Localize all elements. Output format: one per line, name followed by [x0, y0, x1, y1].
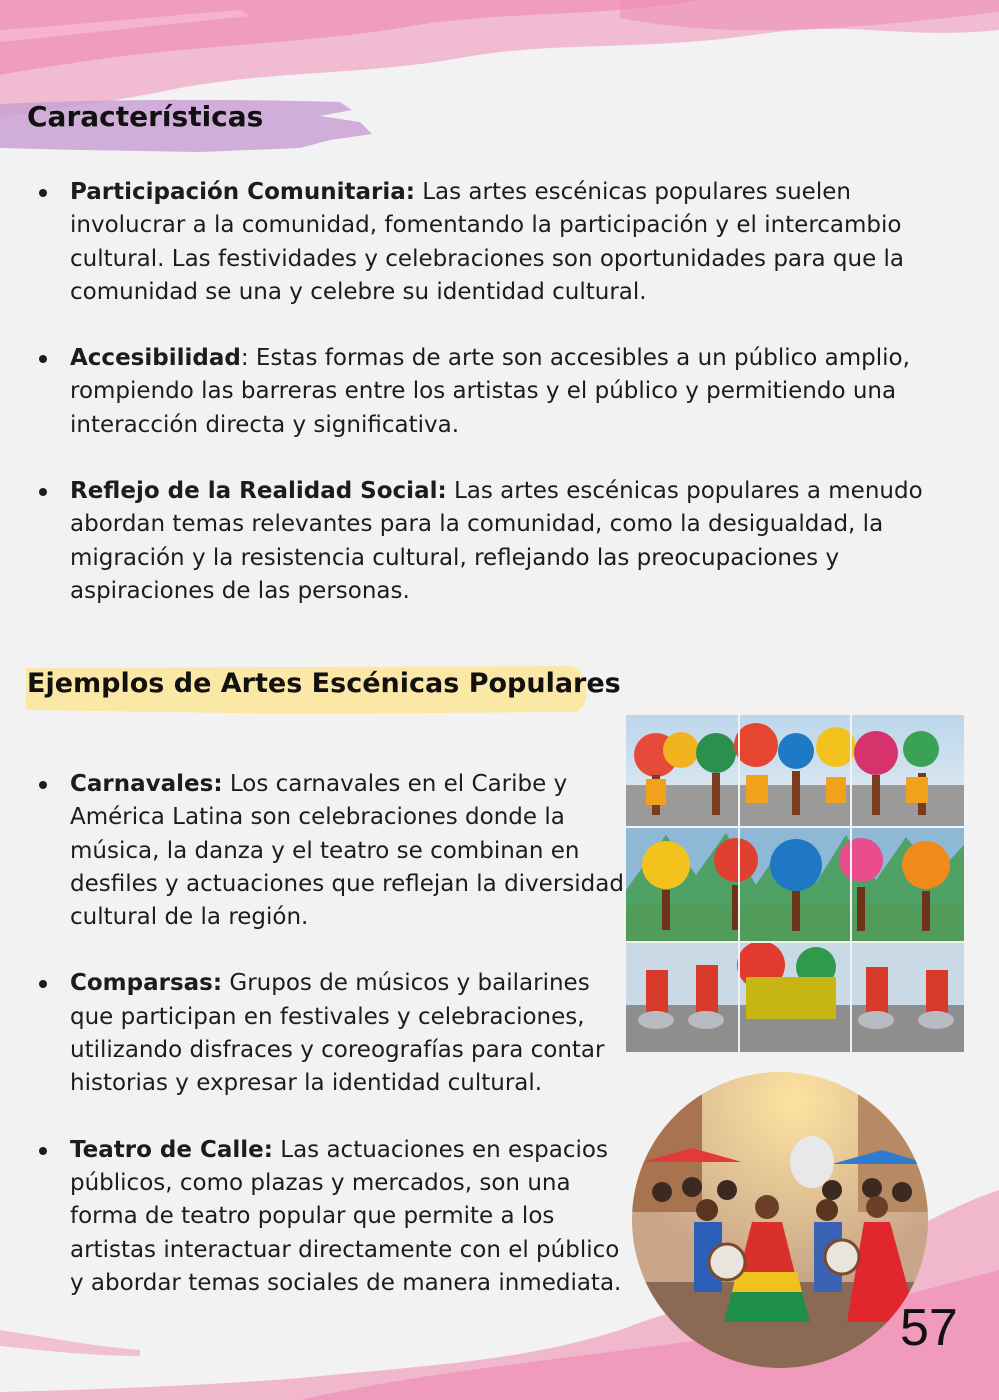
- ejemplos-title: Ejemplos de Artes Escénicas Populares: [27, 668, 621, 699]
- ejemplos-heading-block: [0, 662, 621, 718]
- item-term: Carnavales:: [70, 771, 223, 797]
- list-item-reflejo: [28, 475, 928, 608]
- page-number: 57: [900, 1299, 958, 1357]
- list-item-carnavales: [28, 768, 624, 934]
- item-term: Reflejo de la Realidad Social:: [70, 478, 447, 505]
- item-text: Los carnavales en el Caribe y América Latina son celebraciones donde la música, la danza y el teatro se combinan en desfiles y actuaciones que reflejan la diversidad cultural de la región.: [70, 771, 624, 931]
- caracteristicas-heading-block: [0, 96, 380, 160]
- ejemplos-list: [28, 768, 624, 1300]
- carnival-photo-collage: [626, 715, 964, 1052]
- list-item-participacion: [28, 176, 928, 309]
- list-item-accesibilidad: [28, 342, 928, 442]
- item-text: : Estas formas de arte son accesibles a un público amplio, rompiendo las barreras entre los artistas y el público y permitiendo una interacción directa y significativa.: [70, 345, 910, 438]
- street-festival-photo: [632, 1072, 928, 1368]
- collage-row-bottom: [626, 941, 964, 1052]
- item-text: Las actuaciones en espacios públicos, como plazas y mercados, son una forma de teatro popular que permite a los artistas interactuar directamente con el público y abordar temas sociales de manera inmediata.: [70, 1136, 622, 1296]
- item-term: Teatro de Calle:: [70, 1136, 273, 1163]
- item-text: Grupos de músicos y bailarines que participan en festivales y celebraciones, utilizando disfraces y coreografías para contar historias y expresar la identidad cultural.: [70, 970, 605, 1097]
- item-term: Participación Comunitaria:: [70, 179, 415, 205]
- collage-row-top: [626, 715, 964, 827]
- collage-row-middle: [626, 827, 964, 942]
- item-text: Las artes escénicas populares a menudo abordan temas relevantes para la comunidad, como la desigualdad, la migración y la resistencia cultural, reflejando las preocupaciones y aspiraciones de las personas.: [70, 478, 923, 604]
- list-item-comparsas: [28, 967, 624, 1100]
- caracteristicas-title: Características: [27, 100, 264, 133]
- item-term: Accesibilidad: [70, 345, 241, 372]
- list-item-teatro-de-calle: [28, 1134, 624, 1300]
- item-term: Comparsas:: [70, 970, 223, 997]
- item-text: Las artes escénicas populares suelen involucrar a la comunidad, fomentando la participación y el intercambio cultural. Las festividades y celebraciones son oportunidades para que la comunidad se una y celebre su identidad cultural.: [70, 179, 905, 305]
- caracteristicas-list: [28, 176, 928, 608]
